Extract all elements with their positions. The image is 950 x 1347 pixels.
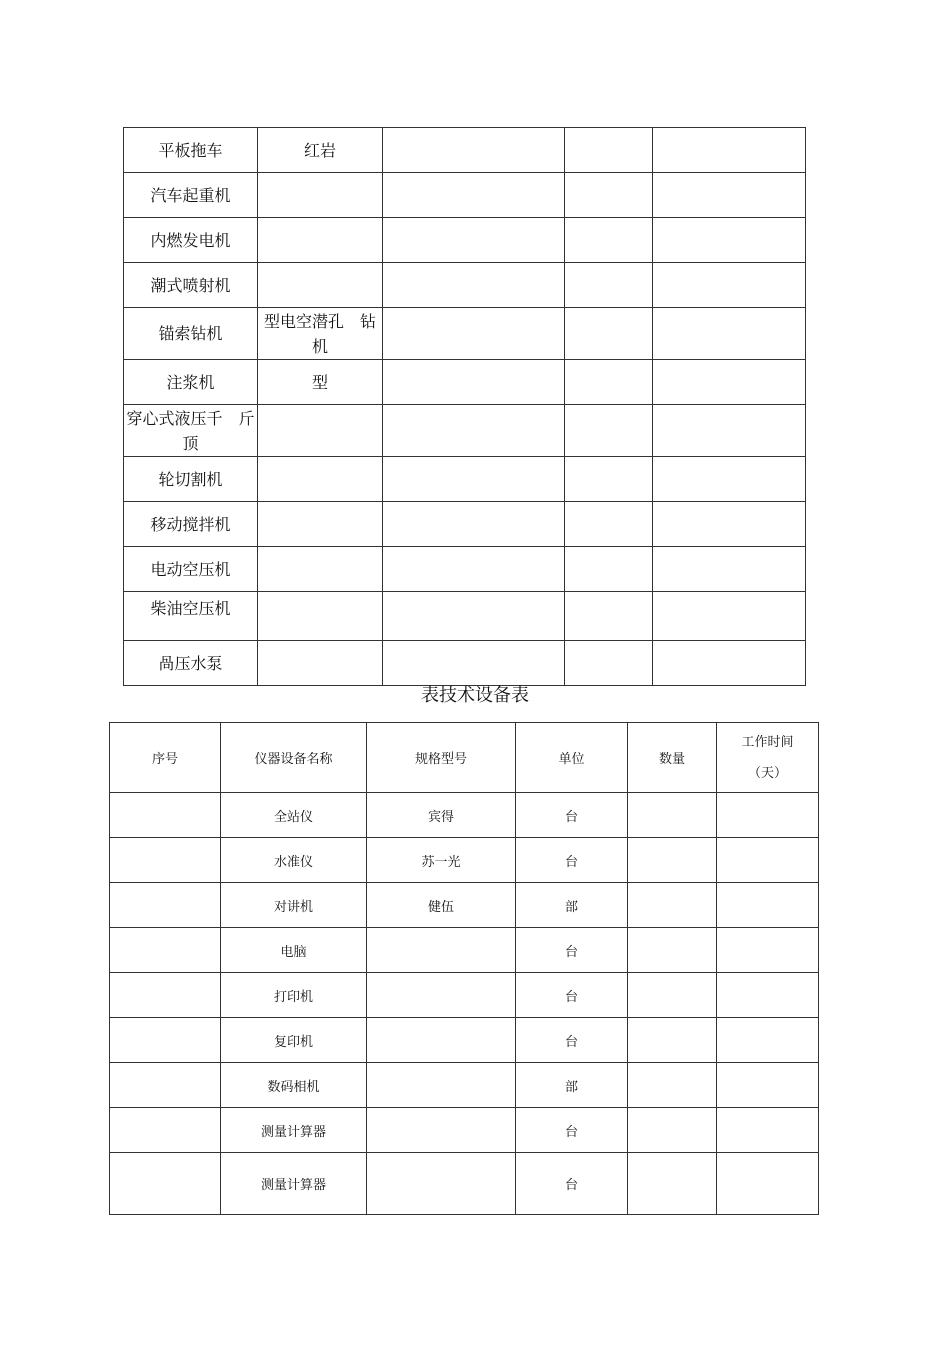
header-name: 仪器设备名称 [221, 723, 367, 793]
equipment-unit: 台 [516, 838, 628, 883]
table-row [124, 405, 806, 457]
table-row [124, 641, 806, 686]
equipment-unit: 台 [516, 1153, 628, 1215]
equipment-model [367, 973, 516, 1018]
table-row [110, 883, 819, 928]
equipment-model [367, 1108, 516, 1153]
equipment-name: 打印机 [221, 973, 367, 1018]
equipment-name: 复印机 [221, 1018, 367, 1063]
machine-model: 红岩 [258, 128, 383, 173]
table-row [124, 457, 806, 502]
machine-name: 电动空压机 [124, 547, 258, 592]
machine-name-line1: 穿心式液压千 斤 [126, 409, 255, 428]
machine-model [258, 173, 383, 218]
equipment-unit: 台 [516, 1018, 628, 1063]
equipment-table [109, 722, 819, 1215]
machine-model [258, 308, 383, 360]
machine-model [258, 502, 383, 547]
header-work-time-line2: （天） [747, 765, 787, 781]
header-index: 序号 [110, 723, 221, 793]
machine-model [258, 641, 383, 686]
table-row [124, 218, 806, 263]
machine-name [124, 405, 258, 457]
equipment-unit: 台 [516, 793, 628, 838]
equipment-model [367, 1153, 516, 1215]
table-row [124, 360, 806, 405]
table-row [110, 1018, 819, 1063]
machine-name: 注浆机 [124, 360, 258, 405]
machine-name: 内燃发电机 [124, 218, 258, 263]
machine-model [258, 547, 383, 592]
table-row [110, 793, 819, 838]
machine-model [258, 263, 383, 308]
machine-name: 咼压水泵 [124, 641, 258, 686]
equipment-unit: 台 [516, 928, 628, 973]
equipment-unit: 台 [516, 1108, 628, 1153]
header-model: 规格型号 [367, 723, 516, 793]
machine-name-line2: 顶 [182, 434, 199, 453]
machine-name: 移动搅拌机 [124, 502, 258, 547]
machine-name: 汽车起重机 [124, 173, 258, 218]
table-row [124, 263, 806, 308]
table-row [124, 173, 806, 218]
table-row [124, 128, 806, 173]
equipment-name: 测量计算器 [221, 1153, 367, 1215]
equipment-model [367, 928, 516, 973]
table-row [124, 308, 806, 360]
equipment-name: 对讲机 [221, 883, 367, 928]
machine-model: 型 [258, 360, 383, 405]
header-work-time [717, 723, 819, 793]
table-row [124, 592, 806, 641]
equipment-name: 数码相机 [221, 1063, 367, 1108]
machine-name: 潮式喷射机 [124, 263, 258, 308]
equipment-unit: 台 [516, 973, 628, 1018]
header-work-time-line1: 工作时间 [741, 734, 794, 750]
machinery-table [123, 127, 806, 686]
equipment-model [367, 1063, 516, 1108]
table-row [124, 502, 806, 547]
machine-model [258, 218, 383, 263]
machine-name: 锚索钻机 [124, 308, 258, 360]
table-caption: 表技术设备表 [421, 685, 529, 706]
machine-model-line1: 型电空潜孔 钻 [263, 312, 376, 331]
table-row [110, 1153, 819, 1215]
equipment-model: 宾得 [367, 793, 516, 838]
equipment-model: 健伍 [367, 883, 516, 928]
equipment-model [367, 1018, 516, 1063]
table-header-row [110, 723, 819, 793]
equipment-name: 水准仪 [221, 838, 367, 883]
table-row [110, 928, 819, 973]
table-row [110, 838, 819, 883]
machine-model [258, 405, 383, 457]
machine-model [258, 457, 383, 502]
table-row [110, 1063, 819, 1108]
equipment-model: 苏一光 [367, 838, 516, 883]
equipment-unit: 部 [516, 1063, 628, 1108]
equipment-name: 电脑 [221, 928, 367, 973]
table-row [110, 973, 819, 1018]
equipment-name: 测量计算器 [221, 1108, 367, 1153]
table-row [110, 1108, 819, 1153]
equipment-unit: 部 [516, 883, 628, 928]
machine-name: 平板拖车 [124, 128, 258, 173]
header-quantity: 数量 [628, 723, 717, 793]
header-unit: 单位 [516, 723, 628, 793]
machine-model [258, 592, 383, 641]
machine-name: 柴油空压机 [124, 592, 258, 641]
table-row [124, 547, 806, 592]
equipment-name: 全站仪 [221, 793, 367, 838]
machine-model-line2: 机 [311, 337, 328, 356]
machine-name: 轮切割机 [124, 457, 258, 502]
